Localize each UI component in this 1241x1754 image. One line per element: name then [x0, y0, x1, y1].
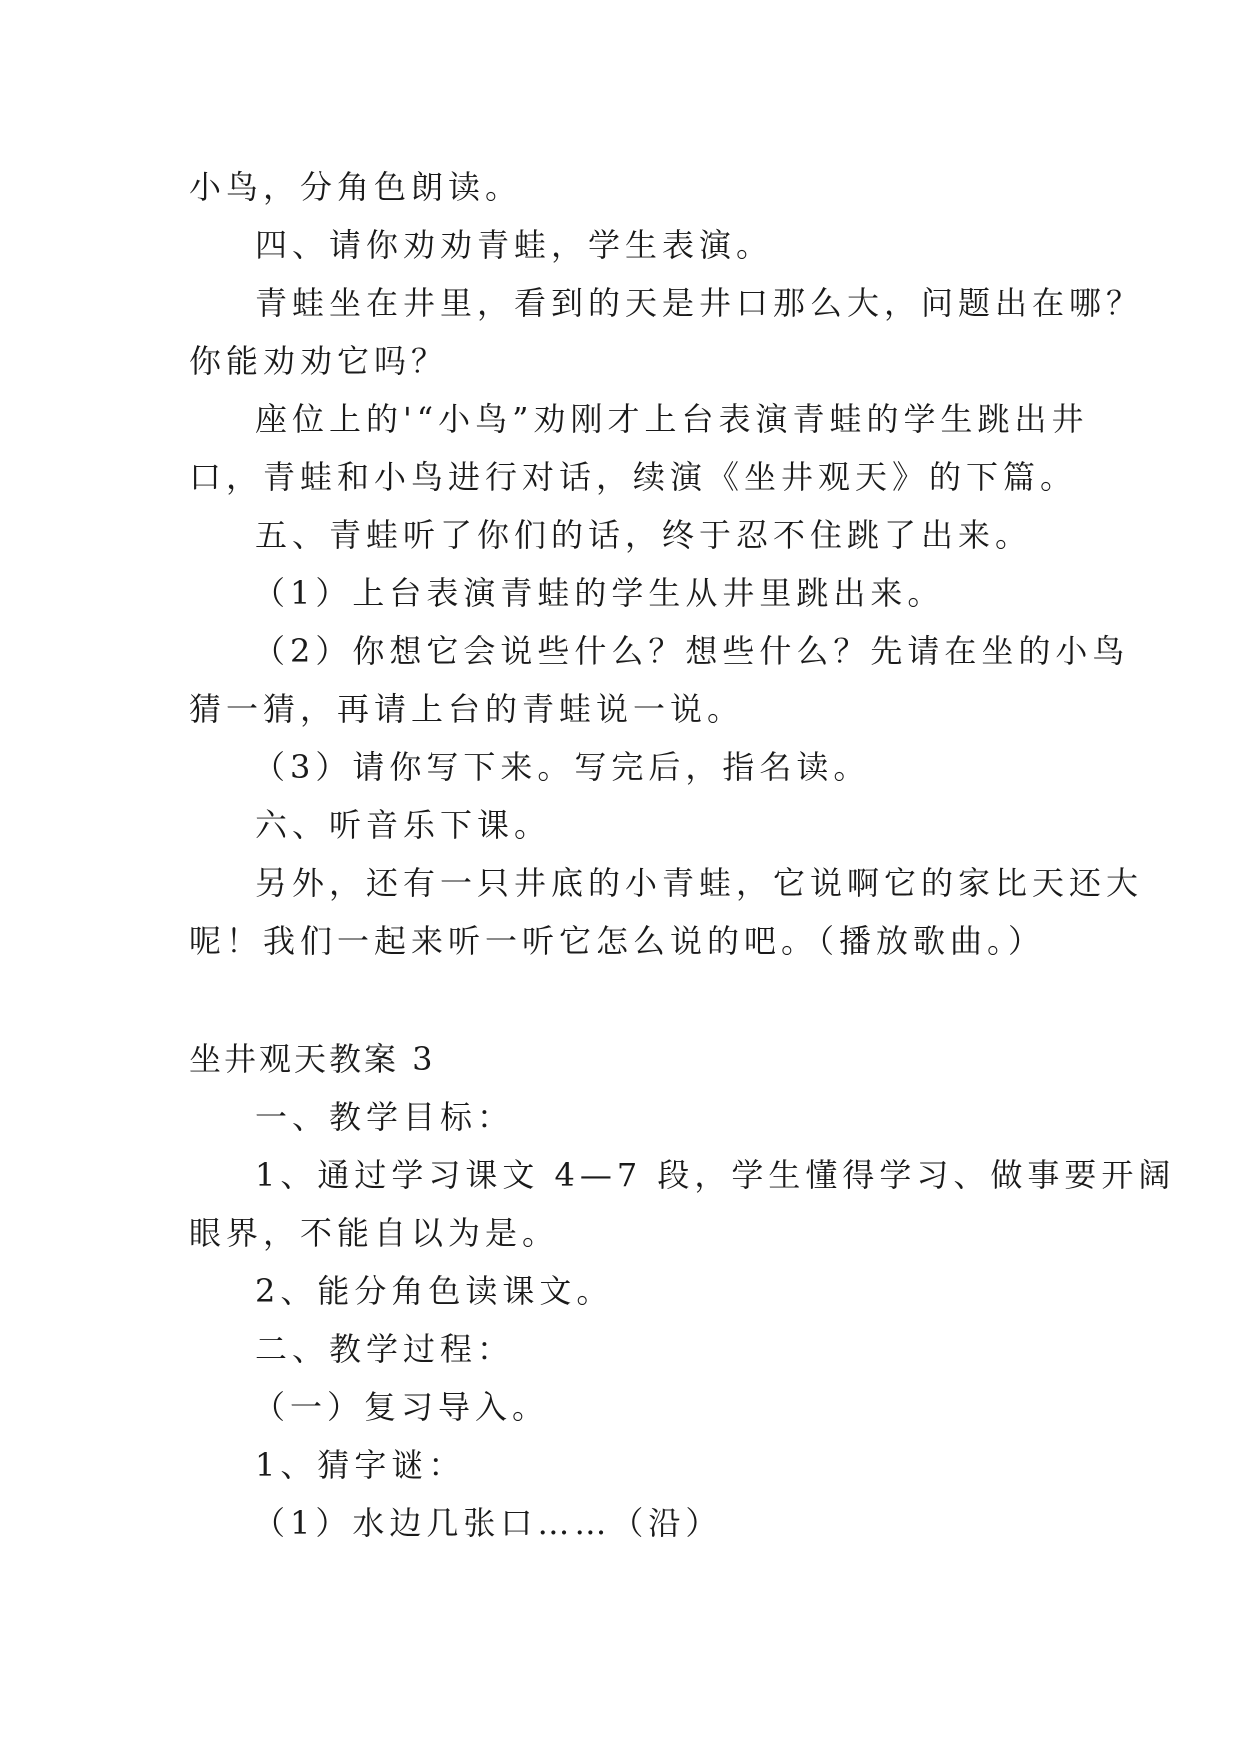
paragraph-line: 呢！我们一起来听一听它怎么说的吧。（播放歌曲。）: [189, 922, 1046, 960]
paragraph-line: （1）上台表演青蛙的学生从井里跳出来。: [253, 574, 945, 612]
paragraph-line: 青蛙坐在井里，看到的天是井口那么大，问题出在哪？: [255, 284, 1144, 322]
paragraph-line: 二、教学过程：: [255, 1330, 515, 1368]
paragraph-line: 2、能分角色读课文。: [255, 1272, 614, 1310]
paragraph-line: 一、教学目标：: [255, 1098, 515, 1136]
paragraph-line: 1、通过学习课文 4—7 段，学生懂得学习、做事要开阔: [255, 1156, 1176, 1194]
paragraph-line: （1）水边几张口……（沿）: [253, 1504, 723, 1542]
paragraph-line: 五、青蛙听了你们的话，终于忍不住跳了出来。: [255, 516, 1033, 554]
paragraph-line: 另外，还有一只井底的小青蛙，它说啊它的家比天还大: [255, 864, 1144, 902]
paragraph-line: 四、请你劝劝青蛙，学生表演。: [255, 226, 774, 264]
paragraph-line: 座位上的'“小鸟”劝刚才上台表演青蛙的学生跳出井: [255, 400, 1089, 438]
paragraph-line: 你能劝劝它吗？: [189, 342, 449, 380]
paragraph-line: 六、听音乐下课。: [255, 806, 552, 844]
section-gap: [189, 970, 1069, 1030]
paragraph-line: 1、猜字谜：: [255, 1446, 466, 1484]
paragraph-line: 猜一猜，再请上台的青蛙说一说。: [189, 690, 745, 728]
section-title: 坐井观天教案 3: [189, 1040, 436, 1078]
paragraph-line: （一）复习导入。: [253, 1388, 550, 1426]
paragraph-line: （3）请你写下来。写完后，指名读。: [253, 748, 871, 786]
paragraph-line: 小鸟，分角色朗读。: [189, 168, 523, 206]
paragraph-line: 眼界，不能自以为是。: [189, 1214, 560, 1252]
paragraph-line: 口，青蛙和小鸟进行对话，续演《坐井观天》的下篇。: [189, 458, 1078, 496]
document-body: [189, 158, 1176, 1552]
paragraph-line: （2）你想它会说些什么？想些什么？先请在坐的小鸟: [253, 632, 1130, 670]
